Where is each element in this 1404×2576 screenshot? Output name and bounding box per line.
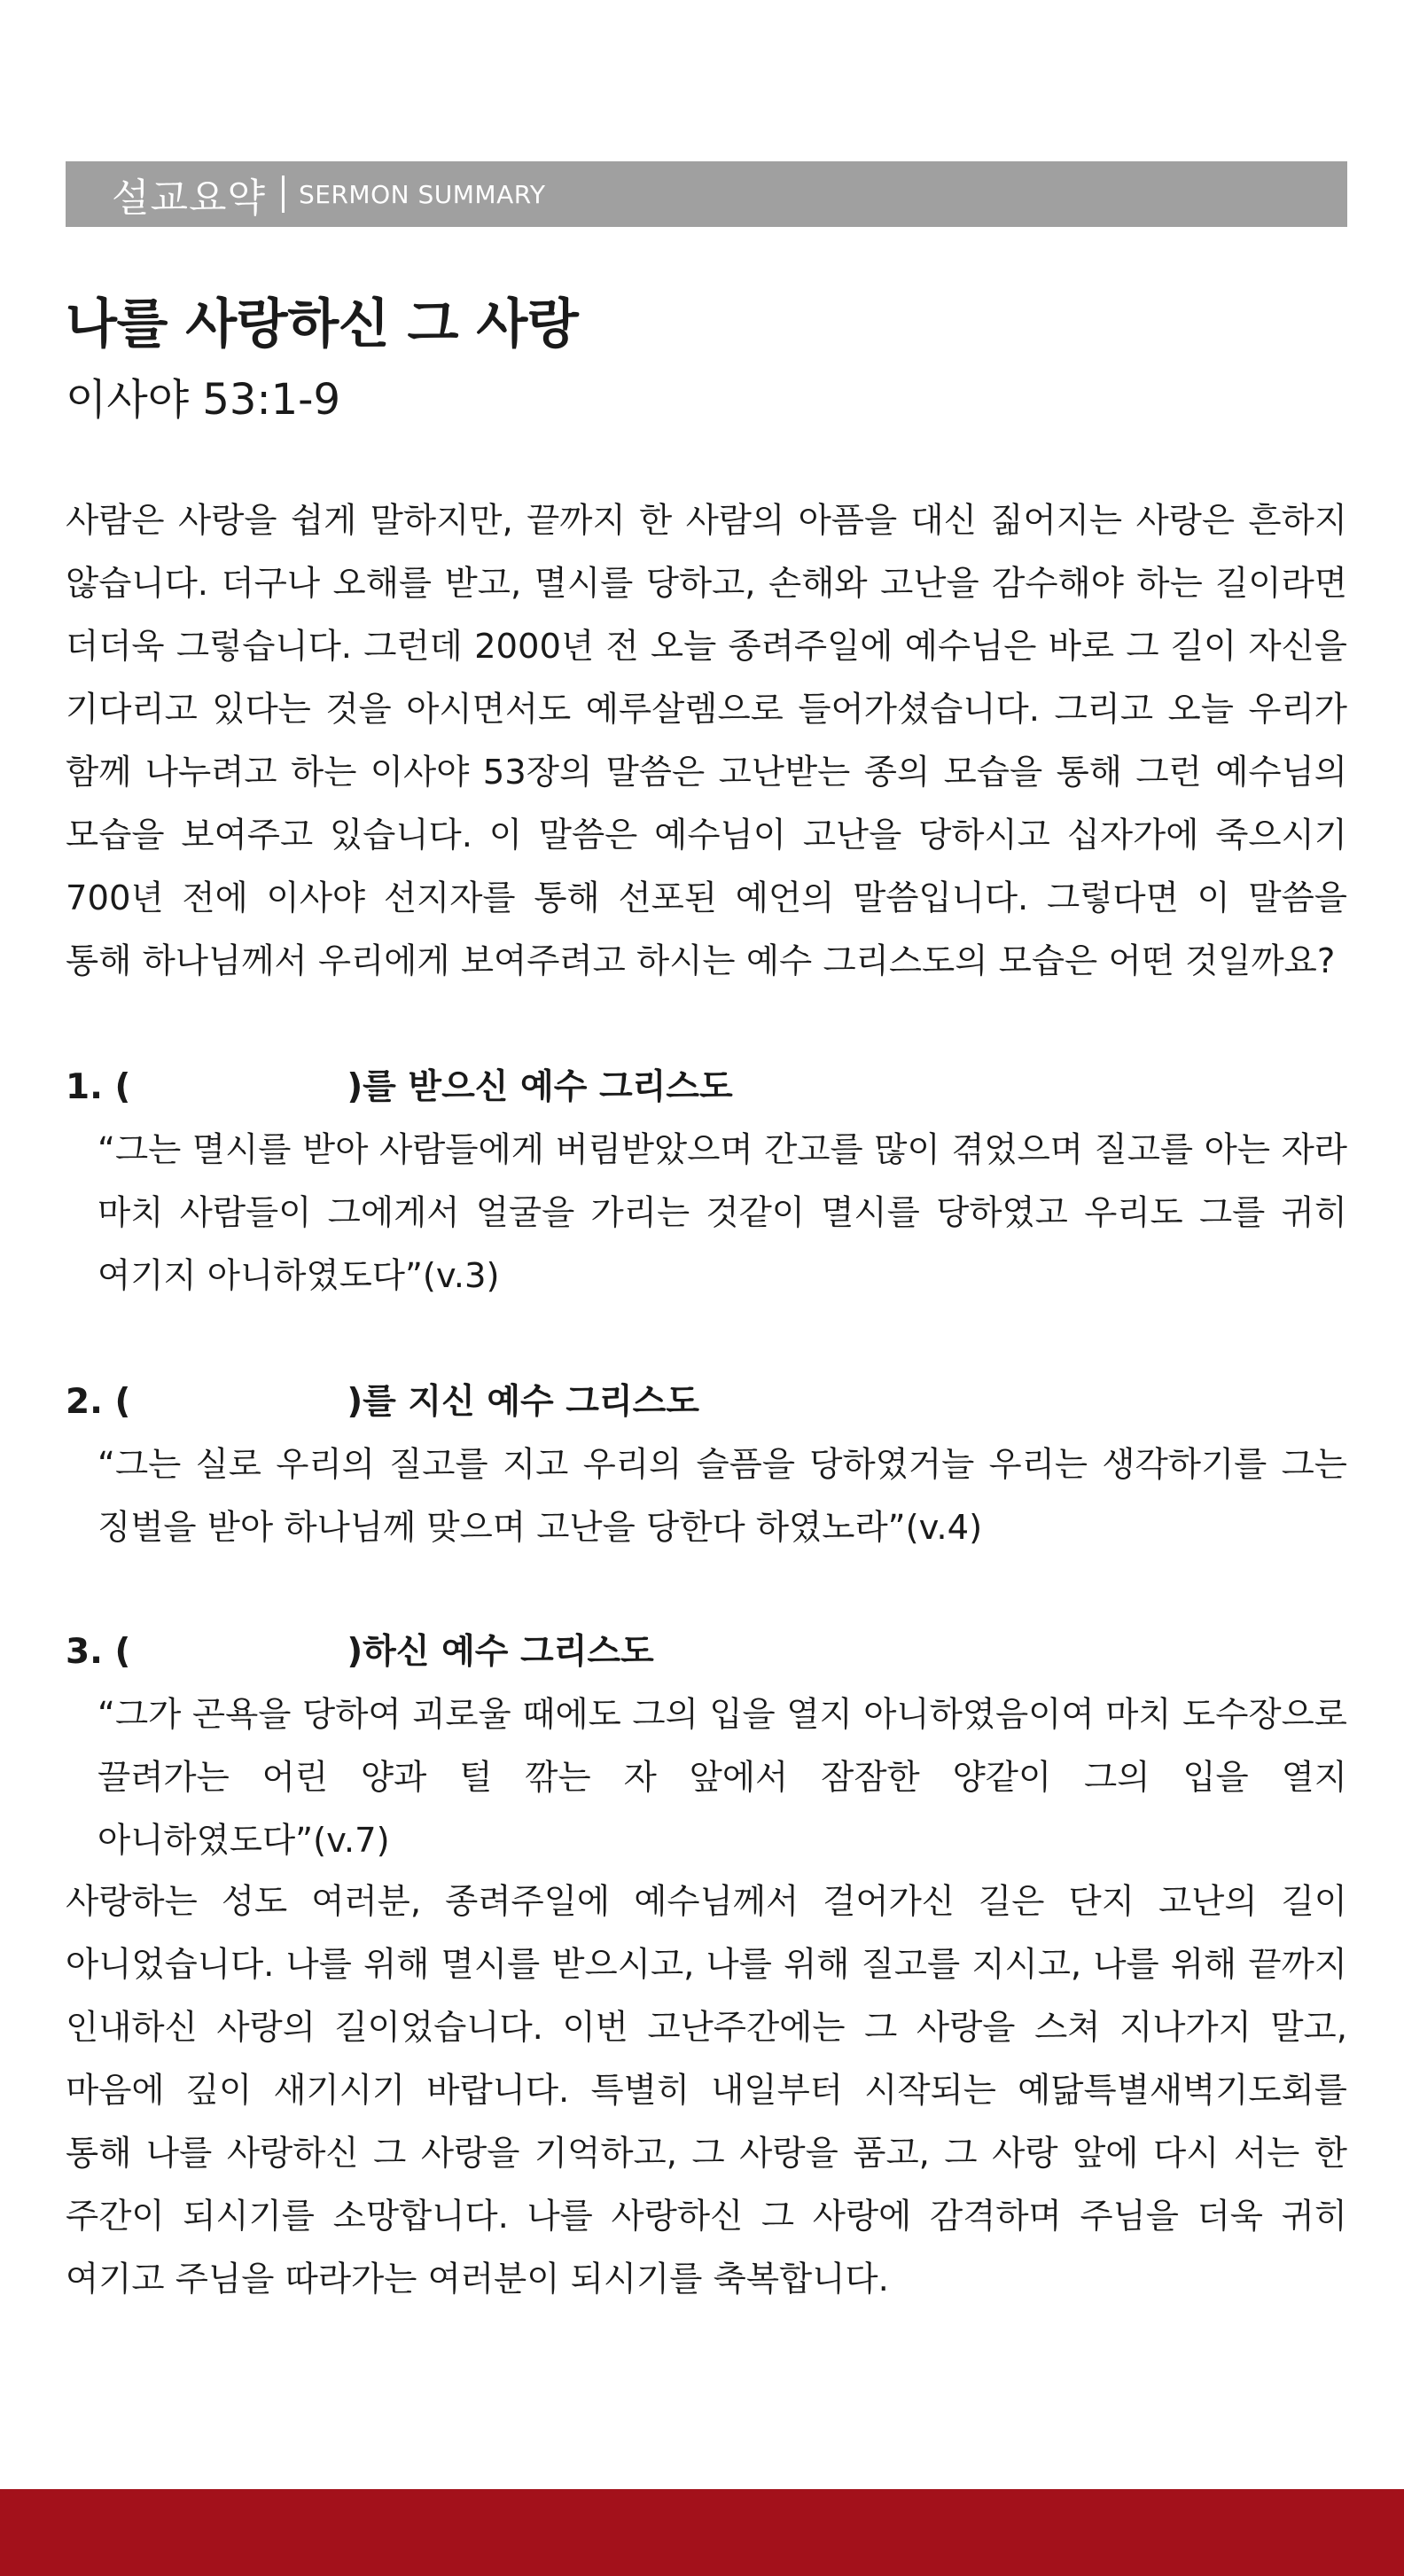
point-2-prefix: 2. ( — [66, 1382, 131, 1422]
header-english-label: SERMON SUMMARY — [299, 179, 546, 209]
header-korean-label: 설교요약 — [112, 176, 267, 221]
point-3-quote: “그가 곤욕을 당하여 괴로울 때에도 그의 입을 열지 아니하였음이여 마치 도수장으로 끌려가는 어린 양과 털 깎는 자 앞에서 잠잠한 양같이 그의 입을 열지 아니하였도다”(v.7) — [98, 1695, 1347, 1861]
point-1-quote: “그는 멸시를 받아 사람들에게 버림받았으며 간고를 많이 겪었으며 질고를 아는 자라 마치 사람들이 그에게서 얼굴을 가리는 것같이 멸시를 당하였고 우리도 그를 귀히 여기지 아니하였도다”(v.3) — [98, 1130, 1347, 1296]
closing-paragraph: 사랑하는 성도 여러분, 종려주일에 예수님께서 걸어가신 길은 단지 고난의 길이 아니었습니다. 나를 위해 멸시를 받으시고, 나를 위해 질고를 지시고, 나를 위해 끝까지 인내하신 사랑의 길이었습니다. 이번 고난주간에는 그 사랑을 스쳐 지나가지 말고, 마음에 깊이 새기시기 바랍니다. 특별히 내일부터 시작되는 예닮특별새벽기도회를 통해 나를 사랑하신 그 사랑을 기억하고, 그 사랑을 품고, 그 사랑 앞에 다시 서는 한 주간이 되시기를 소망합니다. 나를 사랑하신 그 사랑에 감격하며 주님을 더욱 귀히 여기고 주님을 따라가는 여러분이 되시기를 축복합니다. — [66, 1882, 1347, 2299]
intro-paragraph: 사람은 사랑을 쉽게 말하지만, 끝까지 한 사람의 아픔을 대신 짊어지는 사랑은 흔하지 않습니다. 더구나 오해를 받고, 멸시를 당하고, 손해와 고난을 감수해야 하는 길이라면 더더욱 그렇습니다. 그런데 2000년 전 오늘 종려주일에 예수님은 바로 그 길이 자신을 기다리고 있다는 것을 아시면서도 예루살렘으로 들어가셨습니다. 그리고 오늘 우리가 함께 나누려고 하는 이사야 53장의 말씀은 고난받는 종의 모습을 통해 그런 예수님의 모습을 보여주고 있습니다. 이 말씀은 예수님이 고난을 당하시고 십자가에 죽으시기 700년 전에 이사야 선지자를 통해 선포된 예언의 말씀입니다. 그렇다면 이 말씀을 통해 하나님께서 우리에게 보여주려고 하시는 예수 그리스도의 모습은 어떤 것일까요? — [66, 501, 1347, 981]
point-2-quote: “그는 실로 우리의 질고를 지고 우리의 슬픔을 당하였거늘 우리는 생각하기를 그는 징벌을 받아 하나님께 맞으며 고난을 당한다 하였노라”(v.4) — [98, 1445, 1347, 1548]
point-1-suffix: )를 받으신 예수 그리스도 — [347, 1067, 733, 1107]
point-heading-2 — [66, 1380, 699, 1425]
footer-bar — [0, 2489, 1404, 2576]
point-3-suffix: )하신 예수 그리스도 — [347, 1632, 654, 1672]
scripture-reference: 이사야 53:1-9 — [66, 375, 341, 425]
point-1-prefix: 1. ( — [66, 1067, 131, 1107]
sermon-summary-header — [66, 161, 1347, 227]
point-3-prefix: 3. ( — [66, 1632, 131, 1672]
point-heading-1 — [66, 1066, 733, 1110]
point-heading-3 — [66, 1630, 654, 1674]
point-2-suffix: )를 지신 예수 그리스도 — [347, 1382, 699, 1422]
sermon-title: 나를 사랑하신 그 사랑 — [66, 293, 579, 355]
header-divider — [282, 176, 285, 213]
